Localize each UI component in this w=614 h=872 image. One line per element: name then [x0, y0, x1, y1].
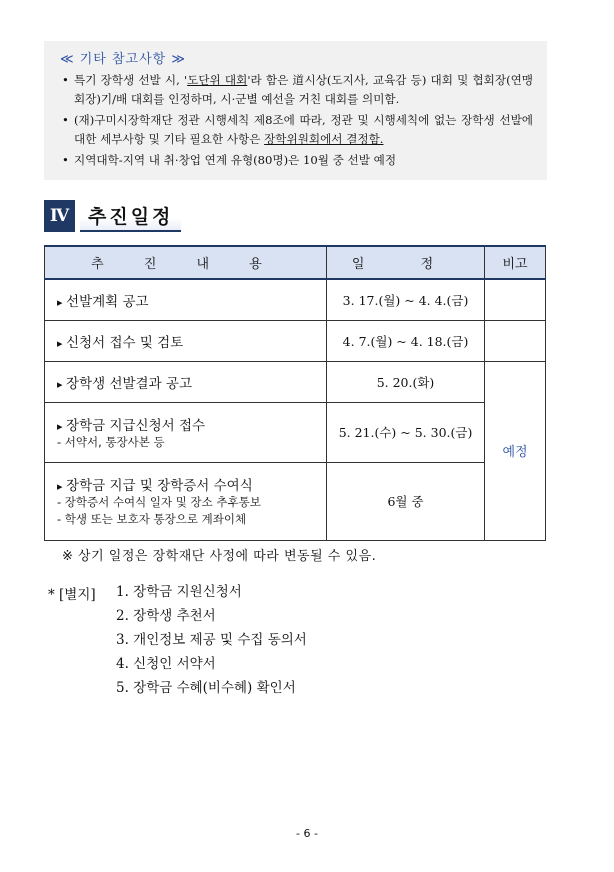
- notice-emphasis: 장학위원회에서 결정함.: [264, 132, 384, 146]
- row-content: [45, 402, 327, 462]
- page-number: - 6 -: [296, 827, 318, 840]
- row-date: 5. 21.(수) ~ 5. 30.(금): [326, 402, 484, 462]
- header-note: 비고: [485, 246, 546, 279]
- row-main-text: ▸ 선발계획 공고: [57, 290, 325, 310]
- table-row: [45, 279, 546, 320]
- notice-item: [60, 71, 533, 109]
- notice-item: [60, 151, 533, 170]
- row-note-empty: [485, 279, 546, 320]
- notice-title: ≪ 기타 참고사항 ≫: [60, 52, 186, 67]
- row-content: [45, 361, 327, 402]
- annex-item: 4. 신청인 서약서: [116, 656, 216, 672]
- annex-item: 1. 장학금 지원신청서: [116, 584, 242, 600]
- row-main-text: ▸ 장학금 지급 및 장학증서 수여식: [57, 474, 325, 494]
- row-main-text: ▸ 장학금 지급신청서 접수: [57, 414, 325, 434]
- table-header-row: [45, 246, 546, 279]
- schedule-remark: ※ 상기 일정은 장학재단 사정에 따라 변동될 수 있음.: [62, 549, 377, 564]
- header-schedule: 일 정: [326, 246, 484, 279]
- notice-text: 특기 장학생 선발 시, ': [74, 73, 188, 87]
- row-main-text: ▸ 신청서 접수 및 검토: [57, 331, 325, 351]
- section-title: 추진일정: [80, 200, 181, 232]
- row-date: 5. 20.(화): [326, 361, 484, 402]
- row-content: [45, 279, 327, 320]
- row-main-text: ▸ 장학생 선발결과 공고: [57, 372, 325, 392]
- reference-notice-box: [44, 41, 547, 180]
- row-content: [45, 320, 327, 361]
- row-content: [45, 462, 327, 540]
- table-row: [45, 462, 546, 540]
- row-note-empty: [485, 320, 546, 361]
- header-content: 추 진 내 용: [45, 246, 327, 279]
- table-row: [45, 402, 546, 462]
- row-sub-text: - 학생 또는 보호자 통장으로 계좌이체: [57, 512, 247, 526]
- row-date: 6월 중: [326, 462, 484, 540]
- row-sub-text: - 장학증서 수여식 일자 및 장소 추후통보: [57, 495, 261, 509]
- notice-emphasis: 도단위 대회: [187, 73, 248, 87]
- row-date: 4. 7.(월) ~ 4. 18.(금): [326, 320, 484, 361]
- table-row: [45, 320, 546, 361]
- table-row: [45, 361, 546, 402]
- section-heading: [44, 200, 181, 232]
- annex-label: * [별지]: [48, 587, 96, 603]
- row-date: 3. 17.(월) ~ 4. 4.(금): [326, 279, 484, 320]
- annex-list: [116, 583, 416, 703]
- annex-item: 5. 장학금 수혜(비수혜) 확인서: [116, 680, 296, 696]
- annex-item: 3. 개인정보 제공 및 수집 동의서: [116, 632, 307, 648]
- row-sub-text: - 서약서, 통장사본 등: [57, 434, 165, 449]
- notice-item: [60, 111, 533, 149]
- notice-text: '라 함은 道시상(도지사, 교육감 등) 대회 및 협회장(연맹회장)기/배 대회를 인정하며, 시·군별 예선을 거친 대회를 의미함.: [74, 73, 533, 106]
- section-number: Ⅳ: [44, 200, 75, 232]
- notice-list: [60, 71, 533, 170]
- annex-item: 2. 장학생 추천서: [116, 608, 216, 624]
- notice-text: 지역대학-지역 내 취·창업 연계 유형(80명)은 10월 중 선발 예정: [74, 153, 397, 167]
- notice-text: (재)구미시장학재단 정관 시행세칙 제8조에 따라, 정관 및 시행세칙에 없는 장학생 선발에 대한 세부사항 및 기타 필요한 사항은: [74, 113, 533, 146]
- schedule-table: [44, 245, 546, 541]
- row-note: 예정: [485, 361, 546, 540]
